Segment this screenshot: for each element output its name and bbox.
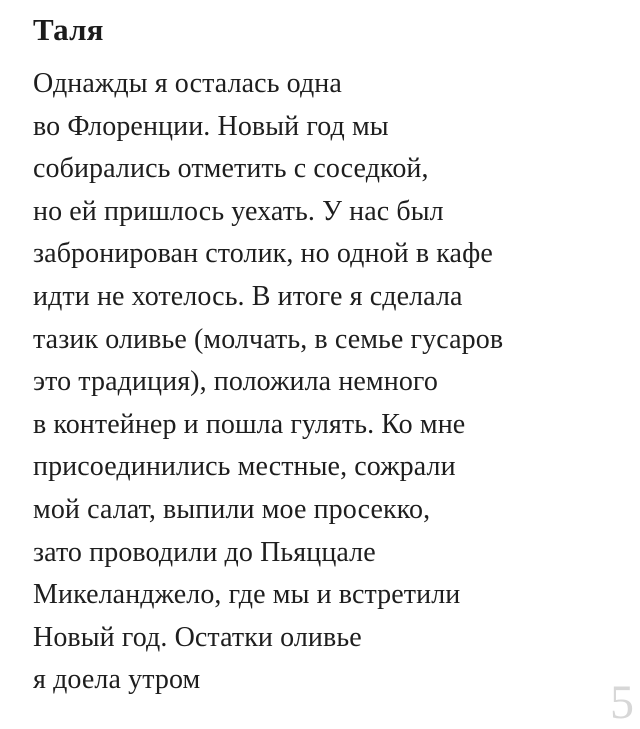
story-line: в контейнер и пошла гулять. Ко мне <box>33 408 466 440</box>
story-line: собирались отметить с соседкой, <box>33 153 429 185</box>
story-line: Микеланджело, где мы и встретили <box>33 579 461 611</box>
story-line: присоединились местные, сожрали <box>33 451 456 483</box>
story-line: тазик оливье (молчать, в семье гусаров <box>33 323 504 355</box>
story-line: зато проводили до Пьяццале <box>33 536 376 568</box>
story-line: мой салат, выпили мое просекко, <box>33 493 431 525</box>
story-line: я доела утром <box>33 664 201 696</box>
author-name: Таля <box>33 12 104 47</box>
story-line: во Флоренции. Новый год мы <box>33 110 389 142</box>
page-number: 5 <box>610 676 634 729</box>
story-line: Новый год. Остатки оливье <box>33 621 362 653</box>
story-line: Однажды я осталась одна <box>33 68 342 99</box>
story-line: но ей пришлось уехать. У нас был <box>33 195 444 227</box>
story-line: забронирован столик, но одной в кафе <box>33 238 493 270</box>
story-line: идти не хотелось. В итоге я сделала <box>33 280 463 312</box>
story-text <box>33 63 633 702</box>
story-line: это традиция), положила немного <box>33 366 438 398</box>
